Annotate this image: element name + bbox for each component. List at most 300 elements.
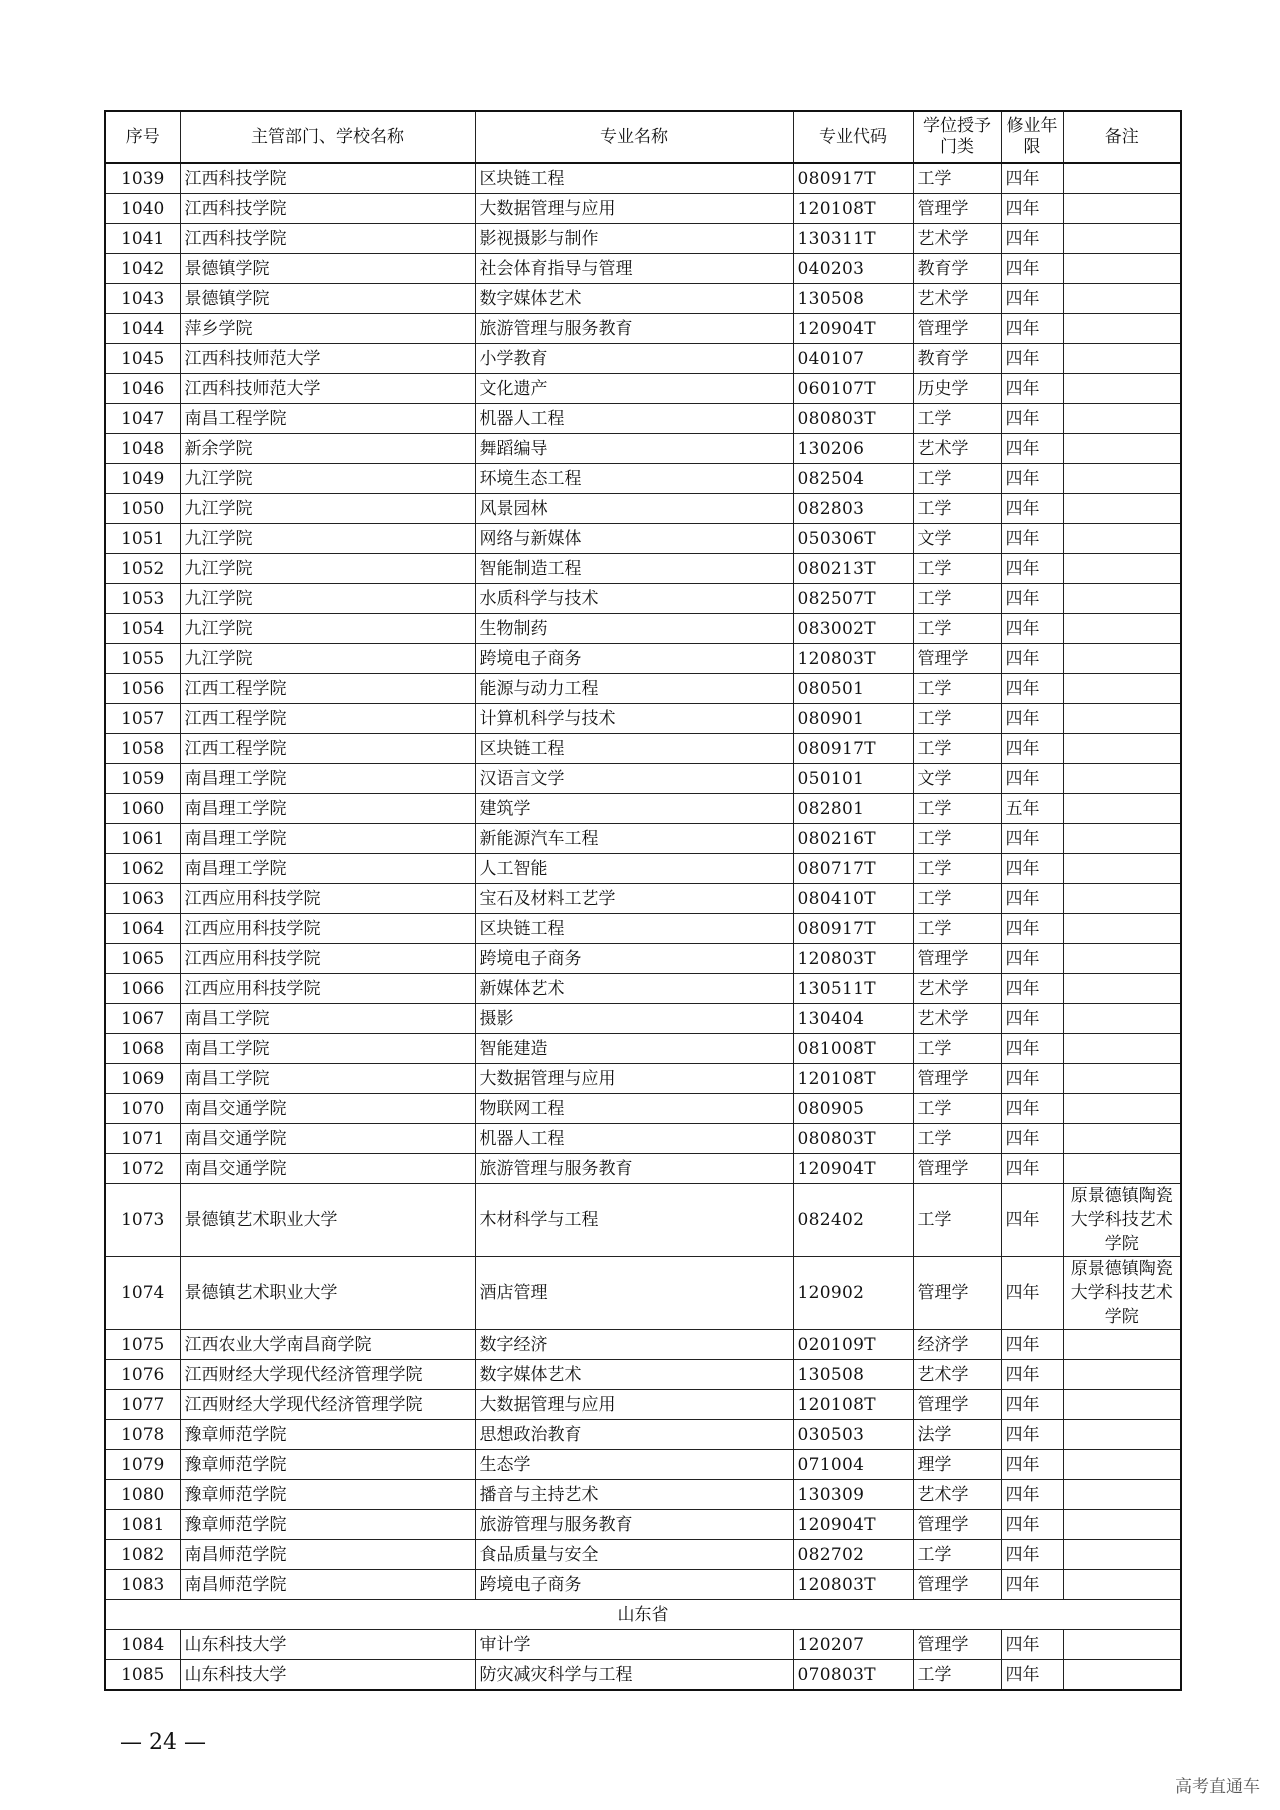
- table-row: [105, 1570, 1181, 1600]
- cell-degree: 管理学: [913, 644, 1001, 674]
- cell-major: 环境生态工程: [475, 464, 793, 494]
- cell-school: 南昌理工学院: [180, 854, 475, 884]
- cell-code: 130508: [793, 284, 913, 314]
- cell-note: [1063, 764, 1181, 794]
- cell-years: 四年: [1001, 404, 1063, 434]
- cell-school: 江西科技学院: [180, 224, 475, 254]
- cell-note: 原景德镇陶瓷大学科技艺术学院: [1063, 1184, 1181, 1257]
- cell-school: 豫章师范学院: [180, 1510, 475, 1540]
- cell-seq: 1058: [105, 734, 180, 764]
- cell-years: 四年: [1001, 1124, 1063, 1154]
- cell-school: 江西工程学院: [180, 704, 475, 734]
- cell-school: 九江学院: [180, 494, 475, 524]
- cell-school: 九江学院: [180, 554, 475, 584]
- table-row: [105, 674, 1181, 704]
- cell-code: 130404: [793, 1004, 913, 1034]
- cell-code: 120902: [793, 1257, 913, 1330]
- table-row: [105, 1510, 1181, 1540]
- cell-years: 四年: [1001, 314, 1063, 344]
- table-row: [105, 1360, 1181, 1390]
- cell-major: 汉语言文学: [475, 764, 793, 794]
- province-name: 山东省: [105, 1600, 1181, 1630]
- cell-school: 九江学院: [180, 584, 475, 614]
- cell-major: 旅游管理与服务教育: [475, 1154, 793, 1184]
- cell-seq: 1063: [105, 884, 180, 914]
- cell-seq: 1076: [105, 1360, 180, 1390]
- table-row: [105, 1330, 1181, 1360]
- cell-degree: 管理学: [913, 194, 1001, 224]
- cell-code: 071004: [793, 1450, 913, 1480]
- table-row: [105, 1257, 1181, 1330]
- cell-school: 南昌交通学院: [180, 1094, 475, 1124]
- table-row: [105, 764, 1181, 794]
- cell-major: 机器人工程: [475, 1124, 793, 1154]
- cell-note: [1063, 1330, 1181, 1360]
- cell-seq: 1040: [105, 194, 180, 224]
- cell-degree: 管理学: [913, 944, 1001, 974]
- table-row: [105, 974, 1181, 1004]
- table-row: [105, 1154, 1181, 1184]
- cell-seq: 1071: [105, 1124, 180, 1154]
- cell-degree: 管理学: [913, 1064, 1001, 1094]
- cell-code: 080410T: [793, 884, 913, 914]
- cell-years: 四年: [1001, 1184, 1063, 1257]
- cell-note: [1063, 794, 1181, 824]
- cell-seq: 1084: [105, 1630, 180, 1660]
- cell-years: 四年: [1001, 284, 1063, 314]
- cell-note: [1063, 674, 1181, 704]
- cell-code: 020109T: [793, 1330, 913, 1360]
- cell-degree: 工学: [913, 554, 1001, 584]
- cell-major: 大数据管理与应用: [475, 1390, 793, 1420]
- table-row: [105, 224, 1181, 254]
- cell-major: 机器人工程: [475, 404, 793, 434]
- cell-school: 南昌工学院: [180, 1004, 475, 1034]
- cell-seq: 1081: [105, 1510, 180, 1540]
- cell-note: [1063, 1124, 1181, 1154]
- table-row: [105, 584, 1181, 614]
- cell-note: [1063, 704, 1181, 734]
- cell-degree: 工学: [913, 674, 1001, 704]
- cell-note: [1063, 1660, 1181, 1691]
- table-row: [105, 374, 1181, 404]
- table-row: [105, 734, 1181, 764]
- cell-note: [1063, 854, 1181, 884]
- cell-code: 080901: [793, 704, 913, 734]
- cell-code: 082402: [793, 1184, 913, 1257]
- cell-code: 083002T: [793, 614, 913, 644]
- cell-years: 四年: [1001, 1420, 1063, 1450]
- cell-school: 江西应用科技学院: [180, 974, 475, 1004]
- cell-seq: 1057: [105, 704, 180, 734]
- cell-major: 能源与动力工程: [475, 674, 793, 704]
- cell-school: 新余学院: [180, 434, 475, 464]
- major-list-table: [104, 110, 1182, 1691]
- cell-years: 四年: [1001, 734, 1063, 764]
- cell-note: [1063, 1360, 1181, 1390]
- cell-school: 南昌工学院: [180, 1064, 475, 1094]
- cell-seq: 1039: [105, 163, 180, 194]
- cell-seq: 1066: [105, 974, 180, 1004]
- header-note: 备注: [1063, 111, 1181, 163]
- cell-degree: 管理学: [913, 1630, 1001, 1660]
- cell-code: 040203: [793, 254, 913, 284]
- cell-major: 智能建造: [475, 1034, 793, 1064]
- cell-note: [1063, 344, 1181, 374]
- table-row: [105, 944, 1181, 974]
- cell-degree: 文学: [913, 524, 1001, 554]
- cell-seq: 1061: [105, 824, 180, 854]
- cell-seq: 1077: [105, 1390, 180, 1420]
- cell-degree: 工学: [913, 704, 1001, 734]
- cell-major: 跨境电子商务: [475, 1570, 793, 1600]
- cell-major: 生物制药: [475, 614, 793, 644]
- cell-major: 区块链工程: [475, 163, 793, 194]
- cell-code: 082702: [793, 1540, 913, 1570]
- cell-degree: 管理学: [913, 1154, 1001, 1184]
- cell-major: 旅游管理与服务教育: [475, 1510, 793, 1540]
- cell-seq: 1050: [105, 494, 180, 524]
- cell-note: [1063, 1630, 1181, 1660]
- cell-degree: 经济学: [913, 1330, 1001, 1360]
- cell-seq: 1047: [105, 404, 180, 434]
- cell-school: 江西财经大学现代经济管理学院: [180, 1390, 475, 1420]
- cell-major: 防灾减灾科学与工程: [475, 1660, 793, 1691]
- cell-note: [1063, 614, 1181, 644]
- cell-major: 审计学: [475, 1630, 793, 1660]
- cell-code: 080213T: [793, 554, 913, 584]
- page-number: — 24 —: [120, 1730, 206, 1755]
- cell-school: 南昌工程学院: [180, 404, 475, 434]
- cell-school: 江西科技学院: [180, 163, 475, 194]
- cell-code: 130508: [793, 1360, 913, 1390]
- table-row: [105, 434, 1181, 464]
- table-row: [105, 1540, 1181, 1570]
- cell-degree: 工学: [913, 1124, 1001, 1154]
- header-major: 专业名称: [475, 111, 793, 163]
- cell-degree: 艺术学: [913, 434, 1001, 464]
- cell-code: 060107T: [793, 374, 913, 404]
- table-row: [105, 284, 1181, 314]
- cell-school: 山东科技大学: [180, 1630, 475, 1660]
- cell-seq: 1064: [105, 914, 180, 944]
- cell-years: 四年: [1001, 1154, 1063, 1184]
- cell-years: 四年: [1001, 374, 1063, 404]
- cell-code: 120207: [793, 1630, 913, 1660]
- cell-degree: 工学: [913, 824, 1001, 854]
- cell-degree: 艺术学: [913, 1360, 1001, 1390]
- cell-degree: 艺术学: [913, 284, 1001, 314]
- cell-school: 景德镇艺术职业大学: [180, 1257, 475, 1330]
- cell-note: [1063, 1420, 1181, 1450]
- cell-note: [1063, 1510, 1181, 1540]
- cell-degree: 法学: [913, 1420, 1001, 1450]
- cell-school: 九江学院: [180, 614, 475, 644]
- cell-major: 物联网工程: [475, 1094, 793, 1124]
- cell-seq: 1041: [105, 224, 180, 254]
- cell-years: 四年: [1001, 854, 1063, 884]
- cell-years: 四年: [1001, 1630, 1063, 1660]
- cell-years: 四年: [1001, 464, 1063, 494]
- table-row: [105, 1034, 1181, 1064]
- cell-years: 四年: [1001, 1450, 1063, 1480]
- cell-code: 120108T: [793, 1390, 913, 1420]
- table-row: [105, 1124, 1181, 1154]
- cell-school: 江西农业大学南昌商学院: [180, 1330, 475, 1360]
- cell-school: 江西科技师范大学: [180, 344, 475, 374]
- table-row: [105, 794, 1181, 824]
- cell-major: 数字经济: [475, 1330, 793, 1360]
- cell-years: 四年: [1001, 764, 1063, 794]
- cell-school: 南昌理工学院: [180, 764, 475, 794]
- cell-note: [1063, 1094, 1181, 1124]
- cell-years: 四年: [1001, 1360, 1063, 1390]
- cell-degree: 艺术学: [913, 224, 1001, 254]
- province-row: [105, 1600, 1181, 1630]
- cell-years: 四年: [1001, 254, 1063, 284]
- cell-seq: 1074: [105, 1257, 180, 1330]
- cell-note: [1063, 644, 1181, 674]
- cell-years: 四年: [1001, 1004, 1063, 1034]
- cell-school: 豫章师范学院: [180, 1450, 475, 1480]
- table-row: [105, 914, 1181, 944]
- cell-degree: 工学: [913, 1660, 1001, 1691]
- cell-years: 四年: [1001, 1094, 1063, 1124]
- cell-major: 区块链工程: [475, 914, 793, 944]
- cell-note: [1063, 1034, 1181, 1064]
- cell-major: 大数据管理与应用: [475, 1064, 793, 1094]
- cell-seq: 1055: [105, 644, 180, 674]
- cell-years: 四年: [1001, 584, 1063, 614]
- cell-school: 江西应用科技学院: [180, 914, 475, 944]
- cell-major: 宝石及材料工艺学: [475, 884, 793, 914]
- table-row: [105, 163, 1181, 194]
- cell-degree: 工学: [913, 163, 1001, 194]
- cell-major: 思想政治教育: [475, 1420, 793, 1450]
- cell-note: [1063, 464, 1181, 494]
- table-row: [105, 824, 1181, 854]
- cell-code: 082801: [793, 794, 913, 824]
- header-school: 主管部门、学校名称: [180, 111, 475, 163]
- cell-years: 四年: [1001, 614, 1063, 644]
- cell-note: [1063, 554, 1181, 584]
- cell-school: 九江学院: [180, 524, 475, 554]
- cell-note: [1063, 584, 1181, 614]
- table-row: [105, 524, 1181, 554]
- cell-years: 四年: [1001, 1510, 1063, 1540]
- cell-code: 080803T: [793, 1124, 913, 1154]
- cell-note: [1063, 404, 1181, 434]
- cell-note: [1063, 884, 1181, 914]
- cell-years: 四年: [1001, 644, 1063, 674]
- cell-note: [1063, 374, 1181, 404]
- cell-code: 080917T: [793, 163, 913, 194]
- cell-school: 江西应用科技学院: [180, 884, 475, 914]
- cell-note: [1063, 1004, 1181, 1034]
- cell-degree: 教育学: [913, 344, 1001, 374]
- cell-code: 081008T: [793, 1034, 913, 1064]
- cell-seq: 1059: [105, 764, 180, 794]
- cell-note: [1063, 254, 1181, 284]
- cell-note: [1063, 1480, 1181, 1510]
- cell-years: 四年: [1001, 494, 1063, 524]
- cell-degree: 工学: [913, 914, 1001, 944]
- cell-school: 江西科技学院: [180, 194, 475, 224]
- cell-years: 四年: [1001, 434, 1063, 464]
- cell-school: 江西财经大学现代经济管理学院: [180, 1360, 475, 1390]
- cell-seq: 1085: [105, 1660, 180, 1691]
- cell-degree: 管理学: [913, 1257, 1001, 1330]
- cell-code: 030503: [793, 1420, 913, 1450]
- cell-degree: 管理学: [913, 1570, 1001, 1600]
- cell-code: 130511T: [793, 974, 913, 1004]
- cell-seq: 1073: [105, 1184, 180, 1257]
- cell-code: 080216T: [793, 824, 913, 854]
- cell-code: 082803: [793, 494, 913, 524]
- cell-note: [1063, 824, 1181, 854]
- cell-years: 四年: [1001, 914, 1063, 944]
- cell-school: 景德镇学院: [180, 254, 475, 284]
- cell-school: 豫章师范学院: [180, 1420, 475, 1450]
- cell-code: 050306T: [793, 524, 913, 554]
- cell-seq: 1075: [105, 1330, 180, 1360]
- cell-seq: 1052: [105, 554, 180, 584]
- cell-years: 四年: [1001, 1064, 1063, 1094]
- cell-seq: 1083: [105, 1570, 180, 1600]
- cell-school: 景德镇艺术职业大学: [180, 1184, 475, 1257]
- cell-school: 南昌工学院: [180, 1034, 475, 1064]
- cell-years: 四年: [1001, 1480, 1063, 1510]
- cell-note: [1063, 194, 1181, 224]
- cell-school: 九江学院: [180, 644, 475, 674]
- cell-degree: 工学: [913, 1540, 1001, 1570]
- table-row: [105, 1420, 1181, 1450]
- cell-years: 四年: [1001, 824, 1063, 854]
- cell-degree: 工学: [913, 854, 1001, 884]
- cell-degree: 工学: [913, 734, 1001, 764]
- header-years: 修业年限: [1001, 111, 1063, 163]
- cell-code: 120803T: [793, 1570, 913, 1600]
- cell-note: [1063, 974, 1181, 1004]
- cell-school: 南昌理工学院: [180, 794, 475, 824]
- cell-code: 120803T: [793, 944, 913, 974]
- cell-years: 四年: [1001, 1034, 1063, 1064]
- cell-school: 九江学院: [180, 464, 475, 494]
- cell-school: 江西应用科技学院: [180, 944, 475, 974]
- cell-seq: 1082: [105, 1540, 180, 1570]
- cell-code: 120803T: [793, 644, 913, 674]
- table-row: [105, 464, 1181, 494]
- cell-note: [1063, 734, 1181, 764]
- cell-note: 原景德镇陶瓷大学科技艺术学院: [1063, 1257, 1181, 1330]
- cell-seq: 1062: [105, 854, 180, 884]
- cell-degree: 工学: [913, 464, 1001, 494]
- cell-seq: 1078: [105, 1420, 180, 1450]
- cell-note: [1063, 944, 1181, 974]
- cell-seq: 1051: [105, 524, 180, 554]
- cell-code: 080803T: [793, 404, 913, 434]
- cell-seq: 1072: [105, 1154, 180, 1184]
- cell-school: 南昌理工学院: [180, 824, 475, 854]
- table-row: [105, 1390, 1181, 1420]
- cell-seq: 1060: [105, 794, 180, 824]
- cell-degree: 管理学: [913, 1510, 1001, 1540]
- cell-seq: 1053: [105, 584, 180, 614]
- cell-degree: 工学: [913, 794, 1001, 824]
- cell-degree: 艺术学: [913, 1004, 1001, 1034]
- cell-major: 生态学: [475, 1450, 793, 1480]
- cell-seq: 1065: [105, 944, 180, 974]
- cell-note: [1063, 494, 1181, 524]
- cell-school: 景德镇学院: [180, 284, 475, 314]
- table-row: [105, 404, 1181, 434]
- cell-note: [1063, 434, 1181, 464]
- cell-school: 山东科技大学: [180, 1660, 475, 1691]
- cell-major: 文化遗产: [475, 374, 793, 404]
- cell-seq: 1043: [105, 284, 180, 314]
- cell-seq: 1049: [105, 464, 180, 494]
- cell-degree: 艺术学: [913, 1480, 1001, 1510]
- table-row: [105, 1004, 1181, 1034]
- cell-school: 南昌交通学院: [180, 1124, 475, 1154]
- cell-note: [1063, 1540, 1181, 1570]
- cell-code: 120108T: [793, 194, 913, 224]
- cell-years: 四年: [1001, 1257, 1063, 1330]
- table-row: [105, 1094, 1181, 1124]
- cell-code: 080501: [793, 674, 913, 704]
- cell-degree: 工学: [913, 884, 1001, 914]
- table-row: [105, 344, 1181, 374]
- cell-school: 江西工程学院: [180, 674, 475, 704]
- cell-code: 050101: [793, 764, 913, 794]
- cell-major: 大数据管理与应用: [475, 194, 793, 224]
- cell-code: 080905: [793, 1094, 913, 1124]
- cell-major: 社会体育指导与管理: [475, 254, 793, 284]
- cell-code: 130309: [793, 1480, 913, 1510]
- cell-years: 四年: [1001, 524, 1063, 554]
- table-body: [105, 163, 1181, 1690]
- cell-school: 豫章师范学院: [180, 1480, 475, 1510]
- cell-major: 舞蹈编导: [475, 434, 793, 464]
- cell-code: 080717T: [793, 854, 913, 884]
- cell-code: 082507T: [793, 584, 913, 614]
- cell-code: 130311T: [793, 224, 913, 254]
- cell-major: 水质科学与技术: [475, 584, 793, 614]
- cell-seq: 1046: [105, 374, 180, 404]
- cell-years: 四年: [1001, 884, 1063, 914]
- cell-degree: 理学: [913, 1450, 1001, 1480]
- cell-seq: 1070: [105, 1094, 180, 1124]
- header-code: 专业代码: [793, 111, 913, 163]
- cell-years: 五年: [1001, 794, 1063, 824]
- table-row: [105, 554, 1181, 584]
- cell-major: 区块链工程: [475, 734, 793, 764]
- cell-years: 四年: [1001, 1330, 1063, 1360]
- cell-seq: 1069: [105, 1064, 180, 1094]
- cell-degree: 工学: [913, 404, 1001, 434]
- cell-code: 082504: [793, 464, 913, 494]
- cell-major: 酒店管理: [475, 1257, 793, 1330]
- cell-note: [1063, 1450, 1181, 1480]
- cell-school: 江西科技师范大学: [180, 374, 475, 404]
- cell-note: [1063, 163, 1181, 194]
- table-row: [105, 254, 1181, 284]
- cell-major: 影视摄影与制作: [475, 224, 793, 254]
- cell-code: 130206: [793, 434, 913, 464]
- cell-major: 建筑学: [475, 794, 793, 824]
- cell-degree: 工学: [913, 494, 1001, 524]
- cell-school: 南昌师范学院: [180, 1570, 475, 1600]
